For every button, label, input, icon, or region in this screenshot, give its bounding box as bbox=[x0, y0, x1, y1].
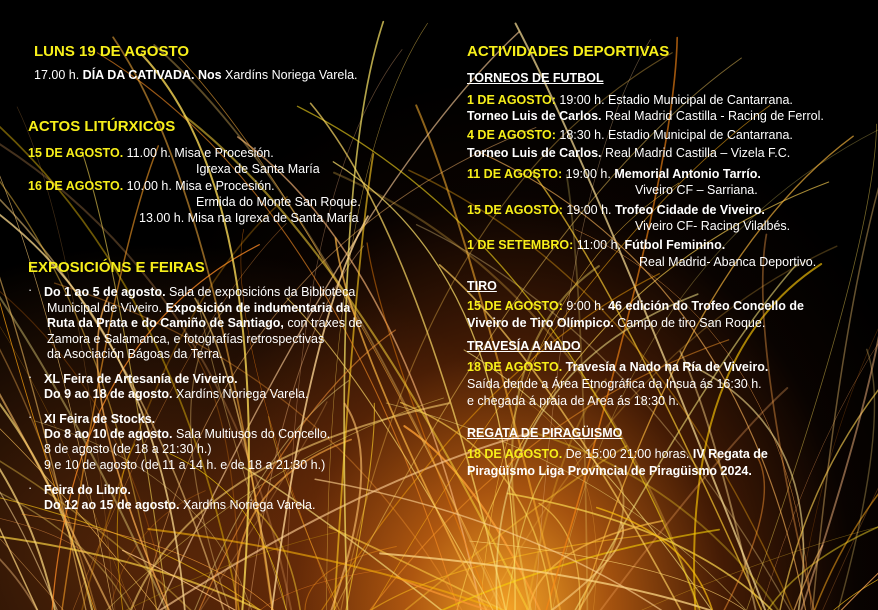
liturxicos-event-1: 15 DE AGOSTO. 11.00 h. Misa e Procesión. bbox=[28, 146, 274, 160]
futbol-match-3-teams: Viveiro CF – Sarriana. bbox=[635, 183, 758, 197]
expo-item-3-date: Do 8 ao 10 de agosto. Sala Multiusos do Concello. bbox=[44, 427, 331, 441]
firework-streak bbox=[792, 493, 878, 610]
bullet-2: · bbox=[28, 370, 33, 384]
expo-item-1-line-4: Zamora e Salamanca, e fotografías retrospectivas bbox=[47, 332, 325, 346]
expo-item-1-line-5: da Asociación Bágoas da Terra. bbox=[47, 347, 223, 361]
firework-streak bbox=[470, 541, 779, 610]
firework-streak bbox=[801, 82, 878, 610]
luns-line: 17.00 h. DÍA DA CATIVADA. Nos Xardíns Noriega Varela. bbox=[34, 68, 358, 82]
firework-streak bbox=[315, 479, 728, 610]
firework-streak bbox=[578, 388, 787, 610]
futbol-match-2-teams: Torneo Luis de Carlos. Real Madrid Castilla – Vizela F.C. bbox=[467, 146, 791, 160]
expo-item-1-line-3: Ruta da Prata e do Camiño de Santiago, con traxes de bbox=[47, 316, 363, 330]
expo-item-3-line-3: 9 e 10 de agosto (de 11 a 14 h. e de 18 a 21:30 h.) bbox=[44, 458, 326, 472]
liturxicos-event-1-place: Igrexa de Santa María bbox=[196, 162, 320, 176]
travesia-subheading: TRAVESÍA A NADO bbox=[467, 339, 581, 353]
firework-streak bbox=[808, 83, 878, 610]
deportivas-heading: ACTIVIDADES DEPORTIVAS bbox=[467, 43, 670, 60]
liturxicos-event-2-extra: 13.00 h. Misa na Igrexa de Santa María bbox=[139, 211, 359, 225]
regata-line-2: Piragüismo Liga Provincial de Piragüismo 2024. bbox=[467, 464, 752, 478]
travesia-line-3: e chegada á praia de Area ás 18:30 h. bbox=[467, 394, 679, 408]
futbol-match-1-teams: Torneo Luis de Carlos. Real Madrid Castilla - Racing de Ferrol. bbox=[467, 109, 824, 123]
firework-streak bbox=[52, 530, 345, 610]
expo-item-4-title: Feira do Libro. bbox=[44, 483, 131, 497]
firework-streak bbox=[269, 417, 362, 610]
travesia-line-2: Saída dende a Área Etnográfica da Insua ás 16:30 h. bbox=[467, 377, 762, 391]
firework-streak bbox=[22, 514, 313, 610]
regata-line-1: 18 DE AGOSTO. De 15:00 21:00 horas. IV Regata de bbox=[467, 447, 768, 461]
expo-item-2-title: XL Feira de Artesanía de Viveiro. bbox=[44, 372, 238, 386]
liturxicos-event-2: 16 DE AGOSTO. 10.00 h. Misa e Procesión. bbox=[28, 179, 275, 193]
futbol-match-2: 4 DE AGOSTO: 18:30 h. Estadio Municipal de Cantarrana. bbox=[467, 128, 793, 142]
firework-streak bbox=[746, 466, 878, 610]
tiro-line-2: Viveiro de Tiro Olímpico. Campo de tiro San Roque. bbox=[467, 316, 766, 330]
futbol-match-3: 11 DE AGOSTO: 19:00 h. Memorial Antonio Tarrío. bbox=[467, 167, 761, 181]
futbol-match-5: 1 DE SETEMBRO: 11:00 h. Fútbol Feminino. bbox=[467, 238, 726, 252]
liturxicos-event-2-place: Ermida do Monte San Roque. bbox=[196, 195, 361, 209]
tiro-line-1: 15 DE AGOSTO: 9:00 h. 46 edición do Trofeo Concello de bbox=[467, 299, 804, 313]
expo-item-1-line-1: Do 1 ao 5 de agosto. Sala de exposicións da Biblioteca bbox=[44, 285, 356, 299]
futbol-match-1: 1 DE AGOSTO: 19:00 h. Estadio Municipal de Cantarrana. bbox=[467, 93, 793, 107]
futbol-match-4-teams: Viveiro CF- Racing Vilalbés. bbox=[635, 219, 791, 233]
futbol-match-4: 15 DE AGOSTO: 19:00 h. Trofeo Cidade de Viveiro. bbox=[467, 203, 765, 217]
expo-item-4-date: Do 12 ao 15 de agosto. Xardíns Noriega Varela. bbox=[44, 498, 316, 512]
tiro-subheading: TIRO bbox=[467, 279, 497, 293]
luns-heading: LUNS 19 DE AGOSTO bbox=[34, 43, 190, 60]
futbol-match-5-teams: Real Madrid- Abanca Deportivo. bbox=[639, 255, 817, 269]
travesia-line-1: 18 DE AGOSTO. Travesía a Nado na Ría de Viveiro. bbox=[467, 360, 769, 374]
expo-item-3-title: XI Feira de Stocks. bbox=[44, 412, 156, 426]
bullet-4: · bbox=[28, 481, 33, 495]
exposicions-heading: EXPOSICIÓNS E FEIRAS bbox=[28, 259, 205, 276]
bullet-1: · bbox=[28, 283, 33, 297]
liturxicos-heading: ACTOS LITÚRXICOS bbox=[28, 118, 176, 135]
expo-item-3-line-2: 8 de agosto (de 18 a 21:30 h.) bbox=[44, 442, 212, 456]
expo-item-1-line-2: Municipal de Viveiro. Exposición de indumentaria da bbox=[47, 301, 351, 315]
bullet-3: · bbox=[28, 410, 33, 424]
firework-streak bbox=[792, 501, 878, 610]
expo-item-2-date: Do 9 ao 18 de agosto. Xardíns Noriega Varela. bbox=[44, 387, 309, 401]
regata-subheading: REGATA DE PIRAGÜISMO bbox=[467, 426, 623, 440]
futbol-subheading: TORNEOS DE FUTBOL bbox=[467, 71, 604, 85]
